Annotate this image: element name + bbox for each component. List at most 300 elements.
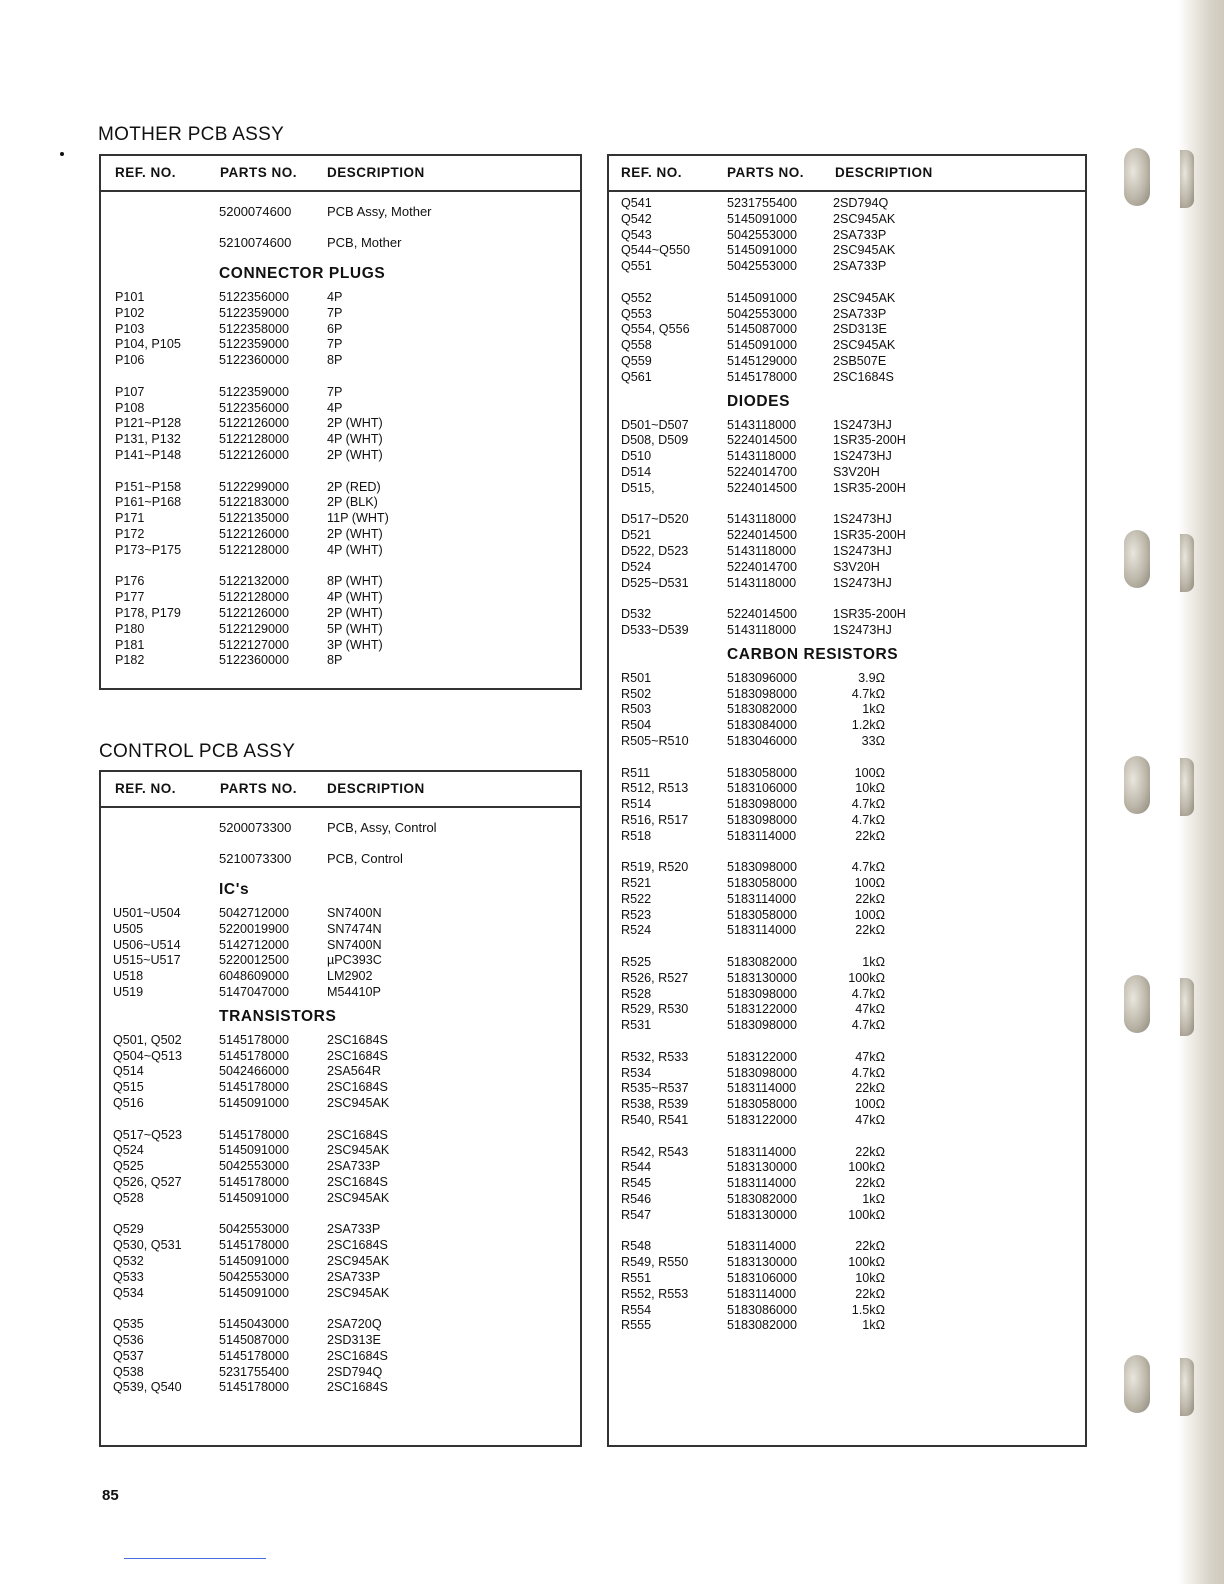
ref-no: R538, R539	[621, 1097, 689, 1112]
description: 2SC945AK	[833, 243, 896, 258]
description: 2SC945AK	[327, 1253, 390, 1268]
description: 1S2473HJ	[833, 449, 892, 464]
ref-no: R548	[621, 1239, 652, 1254]
ref-no: R501	[621, 670, 652, 685]
ref-no: Q514	[113, 1064, 144, 1079]
description: 2SC945AK	[833, 338, 896, 353]
binder-ring	[1124, 1355, 1150, 1413]
table-row	[609, 259, 1085, 275]
table-row	[101, 1222, 580, 1238]
ref-no: R518	[621, 828, 652, 843]
table-row	[609, 291, 1085, 307]
part-no: 5183098000	[727, 686, 798, 701]
description: 2SA720Q	[327, 1317, 382, 1332]
description: 5P (WHT)	[327, 621, 383, 636]
ref-no: D533~D539	[621, 622, 689, 637]
part-no: 5145091000	[219, 1095, 290, 1110]
description: SN7400N	[327, 937, 382, 952]
description: 2SC1684S	[327, 1380, 388, 1395]
category-heading	[609, 386, 1085, 418]
table-row	[609, 1050, 1085, 1066]
ref-no: Q551	[621, 259, 652, 274]
part-no: 5231755400	[219, 1364, 290, 1379]
part-no: 5224014500	[727, 433, 798, 448]
part-no: 5143118000	[727, 417, 797, 432]
resistance-value: 22kΩ	[855, 1081, 885, 1096]
ref-no: Q533	[113, 1269, 144, 1284]
part-no: 5183082000	[727, 1318, 798, 1333]
ref-no: P173~P175	[115, 542, 182, 557]
description: 4P (WHT)	[327, 542, 383, 557]
table-row	[609, 465, 1085, 481]
table-row	[101, 922, 580, 938]
table-header	[101, 772, 580, 808]
right-parts-table	[607, 154, 1087, 1447]
table-row	[609, 196, 1085, 212]
part-no: 5122126000	[219, 605, 290, 620]
ref-no: R555	[621, 1318, 652, 1333]
table-row	[609, 671, 1085, 687]
description: 2SD794Q	[833, 196, 889, 210]
resistance-value: 3.9Ω	[858, 670, 885, 685]
ref-no: Q541	[621, 196, 652, 210]
ref-no: P180	[115, 621, 145, 636]
resistance-value: 10kΩ	[855, 1271, 885, 1285]
part-no: 5183082000	[727, 955, 798, 970]
part-no: 5142712000	[219, 937, 290, 952]
table-row	[101, 606, 580, 622]
description: 2SC945AK	[327, 1095, 390, 1110]
ref-no: Q524	[113, 1143, 144, 1158]
ref-no: Q544~Q550	[621, 243, 690, 258]
table-row	[101, 953, 580, 969]
table-row	[609, 1208, 1085, 1224]
table-row	[609, 1287, 1085, 1303]
table-row	[101, 543, 580, 559]
binder-ring	[1124, 975, 1150, 1033]
table-row	[101, 938, 580, 954]
part-no: 5183046000	[727, 733, 798, 748]
resistance-value: 100kΩ	[848, 1160, 885, 1175]
resistance-value: 10kΩ	[855, 781, 885, 796]
ref-no: Q526, Q527	[113, 1174, 182, 1189]
control-parts-table	[99, 770, 582, 1447]
table-row	[101, 1365, 580, 1381]
category-heading-text: DIODES	[727, 392, 791, 410]
table-row	[101, 401, 580, 417]
row-spacer	[609, 844, 1085, 860]
table-row	[101, 385, 580, 401]
row-spacer	[101, 1112, 580, 1128]
table-row	[101, 1064, 580, 1080]
table-row	[609, 528, 1085, 544]
ref-no: R505~R510	[621, 733, 689, 748]
table-row	[609, 687, 1085, 703]
table-row	[609, 1097, 1085, 1113]
table-row	[101, 1080, 580, 1096]
resistance-value: 100kΩ	[848, 1207, 885, 1222]
part-no: 5145091000	[219, 1143, 290, 1158]
ref-no: U501~U504	[113, 906, 181, 920]
table-row	[609, 829, 1085, 845]
row-spacer	[101, 559, 580, 575]
ref-no: R549, R550	[621, 1255, 689, 1270]
ref-no: U505	[113, 921, 144, 936]
description: PCB, Control	[327, 851, 403, 866]
parts-no-header: PARTS NO.	[220, 165, 298, 180]
part-no: 5145091000	[727, 243, 798, 258]
part-no: 5122359000	[219, 337, 290, 352]
table-row	[609, 860, 1085, 876]
part-no: 5183130000	[727, 970, 798, 985]
ref-no: R516, R517	[621, 812, 689, 827]
binder-ring	[1180, 150, 1194, 208]
ref-no: R525	[621, 955, 652, 970]
ref-no: R514	[621, 797, 652, 812]
part-no: 5122356000	[219, 290, 290, 304]
table-row	[101, 1270, 580, 1286]
description: 2SA733P	[327, 1269, 381, 1284]
row-spacer	[101, 1207, 580, 1223]
ref-no: U515~U517	[113, 953, 181, 968]
resistance-value: 1kΩ	[862, 702, 885, 717]
part-no: 5143118000	[727, 575, 797, 590]
description: 2P (WHT)	[327, 605, 383, 620]
ref-no: Q529	[113, 1222, 144, 1237]
ref-no: R528	[621, 986, 652, 1001]
description: S3V20H	[833, 559, 880, 574]
category-heading	[101, 874, 580, 906]
ref-no: R503	[621, 702, 652, 717]
ref-no: P103	[115, 321, 145, 336]
ref-no: U518	[113, 969, 144, 984]
ref-no: D521	[621, 528, 652, 543]
description: 2P (BLK)	[327, 495, 378, 510]
mother-section-title: MOTHER PCB ASSY	[98, 124, 285, 145]
ref-no: Q516	[113, 1095, 144, 1110]
row-spacer	[609, 275, 1085, 291]
table-row	[101, 511, 580, 527]
ref-no: D517~D520	[621, 512, 689, 527]
part-no: 5122356000	[219, 400, 290, 415]
ref-no: P176	[115, 574, 145, 589]
table-row	[101, 906, 580, 922]
resistance-value: 22kΩ	[855, 1176, 885, 1191]
control-section-title: CONTROL PCB ASSY	[99, 741, 296, 762]
table-row	[101, 353, 580, 369]
part-no: 5122127000	[219, 637, 290, 652]
ref-no: R524	[621, 923, 652, 938]
table-row	[609, 876, 1085, 892]
description: 4P (WHT)	[327, 432, 383, 447]
resistance-value: 47kΩ	[855, 1002, 885, 1017]
ref-no: Q525	[113, 1159, 144, 1174]
part-no: 5143118000	[727, 622, 797, 637]
category-heading-text: IC's	[219, 881, 250, 898]
part-no: 5183106000	[727, 781, 798, 796]
description: 2SC1684S	[327, 1048, 388, 1063]
resistance-value: 100Ω	[854, 765, 885, 780]
table-row	[609, 1081, 1085, 1097]
ref-no: Q532	[113, 1253, 144, 1268]
ref-no: U506~U514	[113, 937, 181, 952]
description: 7P	[327, 337, 343, 352]
part-no: 5183114000	[727, 923, 797, 938]
binder-ring	[1124, 530, 1150, 588]
description: 2SA733P	[833, 227, 887, 242]
part-no: 5042553000	[219, 1222, 290, 1237]
part-no: 5122126000	[219, 526, 290, 541]
resistance-value: 100Ω	[854, 876, 885, 891]
part-no: 5183086000	[727, 1302, 798, 1317]
table-row	[609, 1192, 1085, 1208]
part-no: 5042553000	[727, 227, 798, 242]
part-no: 5183122000	[727, 1049, 798, 1064]
part-no: 5122359000	[219, 305, 290, 320]
table-row	[101, 638, 580, 654]
table-row	[609, 512, 1085, 528]
part-no: 5145091000	[219, 1285, 290, 1300]
ref-no: R523	[621, 907, 652, 922]
part-no: 5183098000	[727, 860, 798, 875]
description: 2SA733P	[833, 259, 887, 274]
ref-no: P177	[115, 590, 145, 605]
description: 2SC1684S	[327, 1080, 388, 1095]
resistance-value: 22kΩ	[855, 828, 885, 843]
ref-no: P131, P132	[115, 432, 181, 447]
part-no: 5122128000	[219, 590, 290, 605]
ref-no: Q535	[113, 1317, 144, 1332]
resistance-value: 100kΩ	[848, 970, 885, 985]
description: 2SC1684S	[833, 369, 894, 384]
part-no: 5183058000	[727, 1097, 798, 1112]
table-row	[101, 653, 580, 669]
part-no: 5122299000	[219, 479, 290, 494]
description: 2SC945AK	[327, 1285, 390, 1300]
ref-no: R504	[621, 718, 652, 733]
table-row	[609, 1271, 1085, 1287]
description: 1S2473HJ	[833, 575, 892, 590]
ref-no: R532, R533	[621, 1049, 689, 1064]
part-no: 5122129000	[219, 621, 290, 636]
ref-no-header: REF. NO.	[115, 781, 177, 796]
part-no: 5231755400	[727, 196, 798, 210]
table-row	[101, 527, 580, 543]
table-header	[101, 156, 580, 192]
table-row	[101, 843, 580, 874]
resistance-value: 47kΩ	[855, 1113, 885, 1128]
table-row	[609, 1018, 1085, 1034]
table-row	[101, 227, 580, 258]
description: 2SD794Q	[327, 1364, 383, 1379]
description: 2SC1684S	[327, 1348, 388, 1363]
table-row	[101, 480, 580, 496]
description: 4P	[327, 290, 343, 304]
description: 11P (WHT)	[327, 511, 389, 526]
part-no: 5145091000	[219, 1253, 290, 1268]
part-no: 5122126000	[219, 447, 290, 462]
ref-no: R540, R541	[621, 1113, 689, 1128]
description: 1S2473HJ	[833, 622, 892, 637]
description: 2SA733P	[833, 306, 887, 321]
table-row	[609, 560, 1085, 576]
part-no: 5183106000	[727, 1271, 798, 1285]
category-heading-text: TRANSISTORS	[219, 1007, 337, 1025]
ref-no-header: REF. NO.	[621, 165, 683, 180]
category-heading	[101, 258, 580, 290]
ref-no: R551	[621, 1271, 652, 1285]
description-header: DESCRIPTION	[327, 165, 425, 180]
part-no: 5183098000	[727, 1065, 798, 1080]
ref-no: Q554, Q556	[621, 322, 690, 337]
ref-no: D514	[621, 464, 652, 479]
part-no: 5183058000	[727, 907, 798, 922]
table-row	[609, 797, 1085, 813]
ref-no: P161~P168	[115, 495, 182, 510]
description: 1SR35-200H	[833, 433, 906, 448]
description: 8P (WHT)	[327, 574, 383, 589]
ref-no-header: REF. NO.	[115, 165, 177, 180]
row-spacer	[609, 1224, 1085, 1240]
description: 1S2473HJ	[833, 417, 892, 432]
ref-no: P101	[115, 290, 145, 304]
table-row	[101, 448, 580, 464]
description: 4P	[327, 400, 343, 415]
table-row	[609, 734, 1085, 750]
description: 2SA733P	[327, 1159, 381, 1174]
part-no: 5122360000	[219, 653, 290, 668]
ref-no: P106	[115, 353, 145, 368]
part-no: 5042553000	[219, 1269, 290, 1284]
ref-no: P107	[115, 384, 145, 399]
table-row	[609, 955, 1085, 971]
ref-no: R547	[621, 1207, 652, 1222]
table-row	[101, 1159, 580, 1175]
table-row	[101, 1191, 580, 1207]
part-no: 5183098000	[727, 1018, 798, 1033]
table-row	[609, 1303, 1085, 1319]
ref-no: P182	[115, 653, 145, 668]
ref-no: R546	[621, 1192, 652, 1207]
mother-parts-table	[99, 154, 582, 690]
part-no: 5122128000	[219, 432, 290, 447]
table-row	[609, 718, 1085, 734]
ref-no: Q528	[113, 1190, 144, 1205]
footer-rule	[124, 1558, 266, 1559]
part-no: 5143118000	[727, 512, 797, 527]
table-row	[609, 338, 1085, 354]
part-no: 5122128000	[219, 542, 290, 557]
part-no: 5183114000	[727, 828, 797, 843]
ref-no: D510	[621, 449, 652, 464]
description: 1S2473HJ	[833, 543, 892, 558]
part-no: 5145091000	[727, 290, 798, 305]
part-no: 5224014500	[727, 480, 798, 495]
description: SN7400N	[327, 906, 382, 920]
description: 2P (RED)	[327, 479, 381, 494]
ref-no: D508, D509	[621, 433, 689, 448]
table-row	[609, 813, 1085, 829]
part-no: 5122135000	[219, 511, 290, 526]
table-row	[101, 306, 580, 322]
resistance-value: 100Ω	[854, 1097, 885, 1112]
part-no: 5145178000	[219, 1032, 290, 1047]
table-row	[101, 1049, 580, 1065]
category-heading-text: CONNECTOR PLUGS	[219, 265, 386, 282]
table-row	[101, 1175, 580, 1191]
ref-no: P141~P148	[115, 447, 182, 462]
table-row	[101, 1033, 580, 1049]
ref-no: U519	[113, 984, 144, 999]
ref-no: R519, R520	[621, 860, 689, 875]
row-spacer	[101, 1301, 580, 1317]
binder-ring	[1180, 758, 1194, 816]
stray-mark	[60, 152, 64, 156]
binder-ring	[1124, 148, 1150, 206]
description: 2SC1684S	[327, 1127, 388, 1142]
part-no: 5183114000	[727, 891, 797, 906]
ref-no: R552, R553	[621, 1286, 689, 1301]
table-row	[609, 987, 1085, 1003]
ref-no: Q517~Q523	[113, 1127, 182, 1142]
table-row	[101, 574, 580, 590]
table-row	[101, 812, 580, 843]
table-row	[101, 1380, 580, 1396]
description: 7P	[327, 384, 343, 399]
description: 2SD313E	[327, 1332, 381, 1347]
binder-ring	[1180, 1358, 1194, 1416]
part-no: 5183114000	[727, 1081, 797, 1096]
part-no: 5143118000	[727, 543, 797, 558]
table-row	[609, 322, 1085, 338]
description: 2SA733P	[327, 1222, 381, 1237]
ref-no: P171	[115, 511, 145, 526]
table-header	[609, 156, 1085, 192]
category-heading-text: CARBON RESISTORS	[727, 645, 899, 663]
ref-no: R535~R537	[621, 1081, 689, 1096]
part-no: 5122358000	[219, 321, 290, 336]
ref-no: P151~P158	[115, 479, 182, 494]
resistance-value: 22kΩ	[855, 891, 885, 906]
table-row	[609, 544, 1085, 560]
part-no: 5145087000	[219, 1332, 290, 1347]
table-row	[101, 322, 580, 338]
ref-no: R502	[621, 686, 652, 701]
description: 2SC1684S	[327, 1238, 388, 1253]
description: 6P	[327, 321, 343, 336]
description: PCB Assy, Mother	[327, 204, 432, 219]
ref-no: P102	[115, 305, 145, 320]
table-row	[101, 196, 580, 227]
description: 2SC945AK	[327, 1143, 390, 1158]
part-no: 5220012500	[219, 953, 290, 968]
binder-ring	[1124, 756, 1150, 814]
description: 2SA564R	[327, 1064, 381, 1079]
parts-no-header: PARTS NO.	[727, 165, 805, 180]
part-no: 5145043000	[219, 1317, 290, 1332]
resistance-value: 22kΩ	[855, 1144, 885, 1159]
description: 2SD313E	[833, 322, 887, 337]
mother-rows	[101, 190, 580, 669]
ref-no: Q515	[113, 1080, 144, 1095]
table-row	[101, 1317, 580, 1333]
part-no: 5145178000	[219, 1348, 290, 1363]
part-no: 5224014500	[727, 528, 798, 543]
table-row	[609, 923, 1085, 939]
table-row	[609, 418, 1085, 434]
description: 2SC945AK	[833, 290, 896, 305]
description-header: DESCRIPTION	[327, 781, 425, 796]
